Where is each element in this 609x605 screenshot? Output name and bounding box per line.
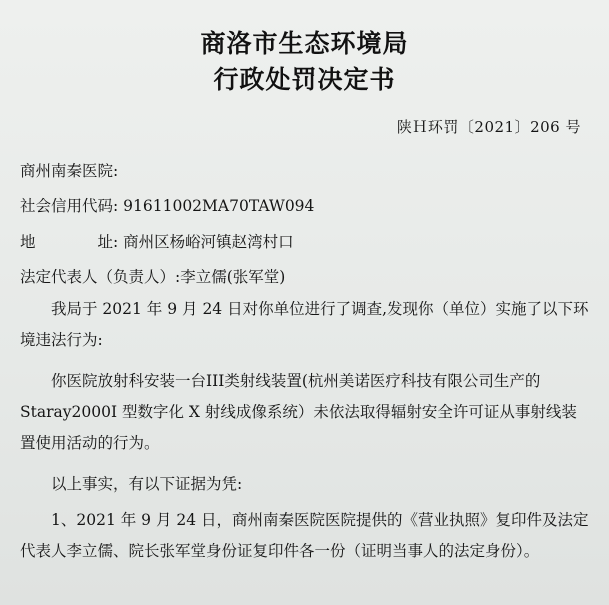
- evidence-item-1: 1、2021 年 9 月 24 日，商州南秦医院医院提供的《营业执照》复印件及法定代表人李立儒、院长张军堂身份证复印件各一份（证明当事人的法定身份）。: [20, 511, 589, 560]
- evidence-intro: 以上事实，有以下证据为凭:: [51, 475, 243, 493]
- document-number: 陕Ｈ环罚〔2021〕206 号: [396, 118, 581, 136]
- address-line: [20, 230, 294, 252]
- document-title-type: 行政处罚决定书: [213, 65, 396, 94]
- recipient-name: 商州南秦医院:: [20, 162, 119, 180]
- document-title-agency: 商洛市生态环境局: [200, 29, 409, 58]
- address-value: 址: 商州区杨峪河镇赵湾村口: [97, 233, 294, 251]
- credit-code: 社会信用代码: 91611002MA70TAW094: [20, 197, 315, 215]
- violation-paragraph: 你医院放射科安装一台III类射线装置(杭州美诺医疗科技有限公司生产的 Staray2000I 型数字化 X 射线成像系统）未依法取得辐射安全许可证从事射线装置使用活动的行为。: [20, 372, 577, 452]
- legal-representative: 法定代表人（负责人）:李立儒(张军堂): [20, 268, 286, 286]
- address-label-char1: 地: [20, 233, 36, 251]
- investigation-paragraph: 我局于 2021 年 9 月 24 日对你单位进行了调查,发现你（单位）实施了以下环境违法行为:: [20, 300, 589, 349]
